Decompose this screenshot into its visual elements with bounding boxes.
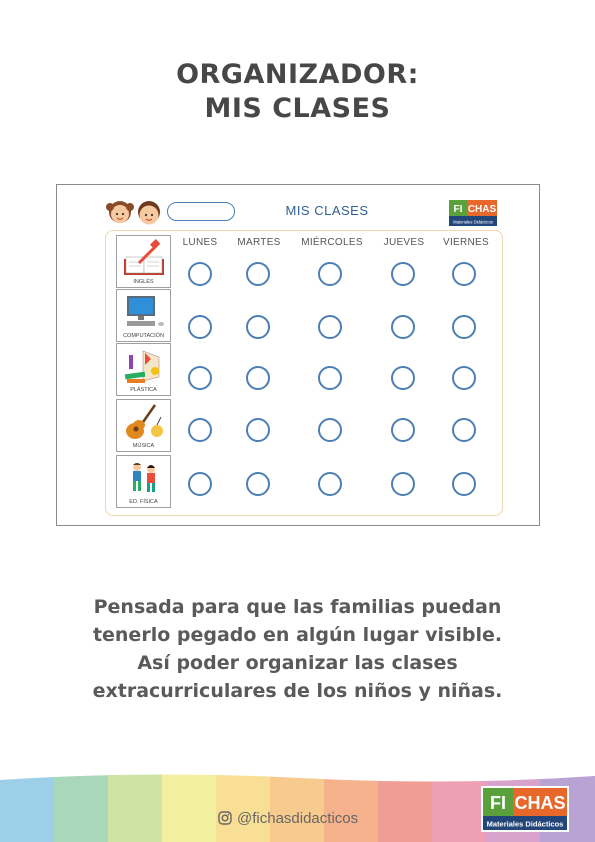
description-line1: Pensada para que las familias puedan — [93, 596, 502, 618]
logo-part1: FI — [490, 793, 506, 813]
logo-tagline: Materiales Didácticos — [486, 819, 564, 829]
sheet-title: MIS CLASES — [285, 203, 369, 218]
social-handle — [218, 808, 358, 828]
subject-cell-musica — [116, 399, 171, 452]
guitar-icon — [121, 403, 167, 443]
subject-cell-ingles — [116, 235, 171, 288]
check-circle[interactable] — [318, 472, 342, 496]
check-circle[interactable] — [188, 418, 212, 442]
check-circle[interactable] — [452, 472, 476, 496]
check-circle[interactable] — [452, 262, 476, 286]
social-handle-text: @fichasdidacticos — [237, 809, 359, 827]
subject-cell-computacion — [116, 289, 171, 342]
check-circle[interactable] — [246, 262, 270, 286]
page-title — [0, 58, 595, 126]
subject-cell-plastica — [116, 343, 171, 396]
kids-sports-icon — [121, 459, 167, 499]
check-circle[interactable] — [391, 315, 415, 339]
subject-label-ed-fisica: ED. FÍSICA — [129, 499, 158, 505]
check-circle[interactable] — [246, 366, 270, 390]
description-line2: tenerlo pegado en algún lugar visible. — [92, 624, 503, 646]
check-circle[interactable] — [246, 315, 270, 339]
instagram-icon — [218, 811, 232, 825]
check-circle[interactable] — [318, 366, 342, 390]
check-circle[interactable] — [318, 418, 342, 442]
english-book-icon — [121, 239, 167, 279]
subject-label-ingles: INGLÉS — [133, 279, 154, 285]
check-circle[interactable] — [452, 366, 476, 390]
fichas-logo — [481, 786, 569, 832]
kids-faces-icon — [105, 195, 165, 227]
fichas-logo-small — [449, 200, 497, 226]
subject-label-musica: MÚSICA — [132, 443, 155, 449]
page-title-line1: ORGANIZADOR: — [176, 59, 419, 90]
computer-icon — [121, 293, 167, 333]
check-circle[interactable] — [246, 418, 270, 442]
art-supplies-icon — [121, 347, 167, 387]
subject-label-plastica: PLÁSTICA — [130, 387, 157, 393]
logo-small-part2: CHAS — [467, 204, 497, 215]
check-circle[interactable] — [188, 262, 212, 286]
check-circle[interactable] — [188, 366, 212, 390]
check-circle[interactable] — [391, 366, 415, 390]
check-circle[interactable] — [452, 418, 476, 442]
organizer-sheet — [56, 184, 540, 526]
description-line4: extracurriculares de los niños y niñas. — [92, 680, 503, 702]
name-field-box — [167, 202, 235, 221]
description-line3: Así poder organizar las clases — [137, 652, 458, 674]
check-circle[interactable] — [188, 315, 212, 339]
day-header-viernes: VIERNES — [442, 237, 489, 248]
check-circle[interactable] — [246, 472, 270, 496]
check-circle[interactable] — [391, 262, 415, 286]
subject-label-computacion: COMPUTACIÓN — [123, 333, 164, 339]
day-header-jueves: JUEVES — [383, 237, 425, 248]
check-circle[interactable] — [318, 315, 342, 339]
page-title-line2: MIS CLASES — [204, 93, 391, 124]
logo-small-tagline: Materiales Didácticos — [453, 219, 493, 225]
logo-part2: CHAS — [514, 793, 566, 813]
check-circle[interactable] — [318, 262, 342, 286]
check-circle[interactable] — [391, 472, 415, 496]
check-circle[interactable] — [391, 418, 415, 442]
subject-cell-ed-fisica — [116, 455, 171, 508]
check-circle[interactable] — [188, 472, 212, 496]
day-header-lunes: LUNES — [182, 237, 218, 248]
day-header-miercoles: MIÉRCOLES — [301, 237, 363, 248]
day-header-martes: MARTES — [237, 237, 281, 248]
logo-small-part1: FI — [453, 204, 463, 215]
check-circle[interactable] — [452, 315, 476, 339]
description-text — [0, 593, 595, 705]
